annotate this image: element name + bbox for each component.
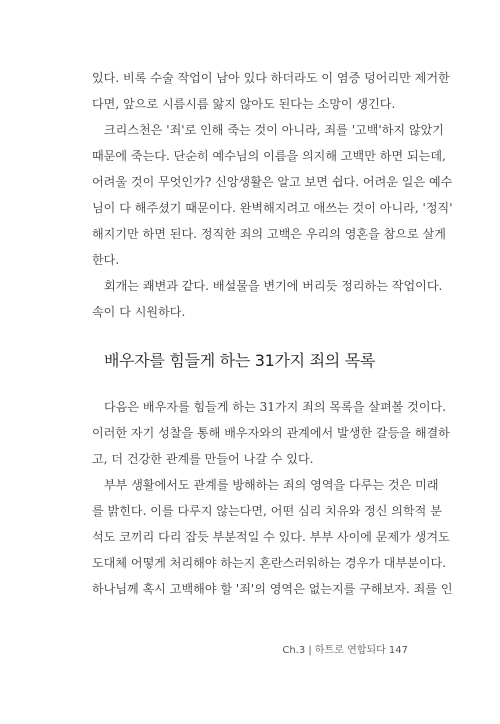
body-line: 해지기만 하면 된다. 정직한 죄의 고백은 우리의 영혼을 참으로 살게 [92, 227, 446, 241]
body-line: 있다. 비록 수술 작업이 남아 있다 하더라도 이 염증 덩어리만 제거한 [92, 71, 450, 85]
body-line: 속이 다 시원하다. [92, 305, 186, 319]
body-text-top [92, 65, 453, 325]
body-line: 다음은 배우자를 힘들게 하는 31가지 죄의 목록을 살펴볼 것이다. [104, 400, 447, 414]
body-text-bottom [92, 394, 453, 602]
body-line: 때문에 죽는다. 단순히 예수님의 이름을 의지해 고백만 하면 되는데, [92, 149, 446, 163]
body-line: 를 밝힌다. 이를 다루지 않는다면, 어떤 심리 치유와 정신 의학적 분 [92, 504, 442, 518]
body-line: 크리스천은 '죄'로 인해 죽는 것이 아니라, 죄를 '고백'하지 않았기 [104, 123, 444, 137]
body-line: 님이 다 해주셨기 때문이다. 완벽해지려고 애쓰는 것이 아니라, '정직' [92, 201, 453, 215]
body-line: 회개는 쾌변과 같다. 배설물을 변기에 버리듯 정리하는 작업이다. [104, 279, 443, 293]
body-line: 부부 생활에서도 관계를 방해하는 죄의 영역을 다루는 것은 미래 [104, 478, 439, 492]
section-heading: 배우자를 힘들게 하는 31가지 죄의 목록 [104, 351, 376, 370]
body-line: 이러한 자기 성찰을 통해 배우자와의 관계에서 발생한 갈등을 해결하 [92, 426, 450, 440]
body-line: 한다. [92, 253, 120, 267]
body-line: 도대체 어떻게 처리해야 하는지 혼란스러워하는 경우가 대부분이다. [92, 556, 447, 570]
body-line: 다면, 앞으로 시름시름 앓지 않아도 된다는 소망이 생긴다. [92, 97, 396, 111]
page-footer: Ch.3 | 하트로 연합되다 147 [282, 645, 408, 656]
body-line: 고, 더 건강한 관계를 만들어 나갈 수 있다. [92, 452, 314, 466]
body-line: 하나님께 혹시 고백해야 할 '죄'의 영역은 없는지를 구해보자. 죄를 인 [92, 582, 453, 596]
body-line: 어려울 것이 무엇인가? 신앙생활은 알고 보면 쉽다. 어려운 일은 예수 [92, 175, 453, 189]
body-line: 석도 코끼리 다리 잡듯 부분적일 수 있다. 부부 사이에 문제가 생겨도 [92, 530, 450, 544]
